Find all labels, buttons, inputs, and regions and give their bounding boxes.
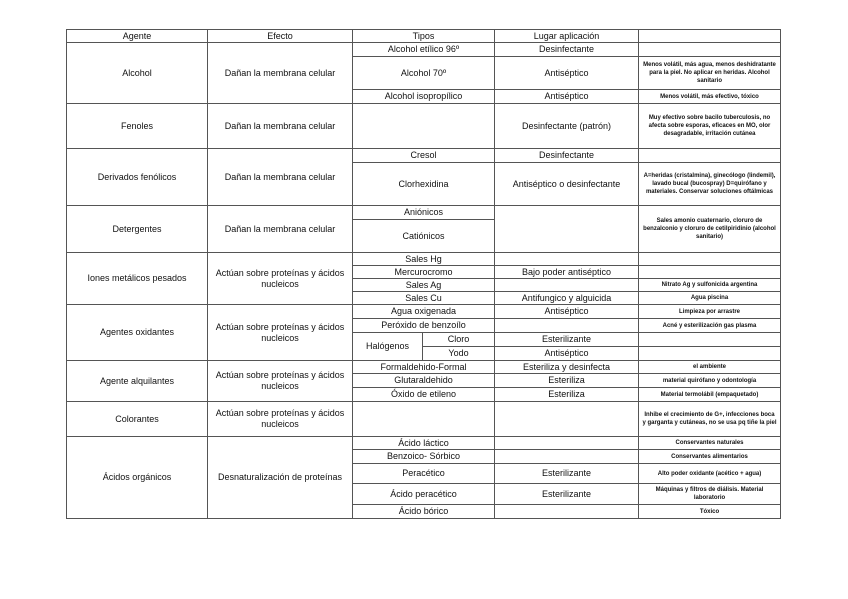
agente-cell: Alcohol bbox=[67, 43, 208, 104]
nota-cell: el ambiente bbox=[639, 361, 781, 374]
nota-cell: Material termolábil (empaquetado) bbox=[639, 388, 781, 402]
nota-cell bbox=[639, 333, 781, 347]
tipo-cell: Glutaraldehido bbox=[353, 374, 495, 388]
nota-cell: Nitrato Ag y sulfonicida argentina bbox=[639, 279, 781, 292]
nota-cell: Agua piscina bbox=[639, 292, 781, 305]
nota-cell: Conservantes naturales bbox=[639, 437, 781, 450]
table-row bbox=[67, 43, 781, 57]
tipo-cell: Formaldehido-Formal bbox=[353, 361, 495, 374]
tipo-cell: Catiónicos bbox=[353, 220, 495, 253]
efecto-cell: Actúan sobre proteínas y ácidos nucleicos bbox=[208, 253, 353, 305]
lugar-cell: Desinfectante bbox=[495, 43, 639, 57]
nota-cell: Menos volátil, más agua, menos deshidratante para la piel. No aplicar en heridas. Alcohol sanitario bbox=[639, 57, 781, 90]
nota-cell bbox=[639, 253, 781, 266]
agente-cell: Ácidos orgánicos bbox=[67, 437, 208, 519]
table-row bbox=[67, 402, 781, 437]
header-agente: Agente bbox=[67, 30, 208, 43]
lugar-cell: Antifungico y alguicida bbox=[495, 292, 639, 305]
lugar-cell: Esterilizante bbox=[495, 484, 639, 505]
tipo-cell: Agua oxigenada bbox=[353, 305, 495, 319]
table-row bbox=[67, 104, 781, 149]
halogenos-cell: Halógenos bbox=[353, 333, 423, 361]
lugar-cell bbox=[495, 253, 639, 266]
efecto-cell: Dañan la membrana celular bbox=[208, 104, 353, 149]
lugar-cell: Esterilizante bbox=[495, 333, 639, 347]
lugar-cell bbox=[495, 450, 639, 464]
nota-cell: Acné y esterilización gas plasma bbox=[639, 319, 781, 333]
header-row bbox=[67, 30, 781, 43]
tipo-cell bbox=[353, 402, 495, 437]
lugar-cell: Antiséptico bbox=[495, 305, 639, 319]
table-row bbox=[67, 437, 781, 450]
tipo-cell: Ácido bórico bbox=[353, 505, 495, 519]
lugar-cell bbox=[495, 206, 639, 253]
lugar-cell bbox=[495, 402, 639, 437]
nota-cell: Muy efectivo sobre bacilo tuberculosis, no afecta sobre esporas, eficaces en MO, olor desagradable, irritación cutánea bbox=[639, 104, 781, 149]
nota-cell: material quirófano y odontología bbox=[639, 374, 781, 388]
lugar-cell: Esteriliza bbox=[495, 374, 639, 388]
lugar-cell: Antiséptico bbox=[495, 347, 639, 361]
lugar-cell: Antiséptico bbox=[495, 57, 639, 90]
table-row bbox=[67, 253, 781, 266]
lugar-cell: Desinfectante (patrón) bbox=[495, 104, 639, 149]
agente-cell: Agente alquilantes bbox=[67, 361, 208, 402]
tipo-cell: Yodo bbox=[423, 347, 495, 361]
table-row bbox=[67, 149, 781, 163]
tipo-cell: Alcohol 70º bbox=[353, 57, 495, 90]
agente-cell: Derivados fenólicos bbox=[67, 149, 208, 206]
table-row bbox=[67, 206, 781, 220]
tipo-cell: Cloro bbox=[423, 333, 495, 347]
nota-cell: A=heridas (cristalmina), ginecólogo (lindemil), lavado bucal (bucospray) D=quirófano y materiales. Conservar soluciones oftálmicas bbox=[639, 163, 781, 206]
lugar-cell: Antiséptico o desinfectante bbox=[495, 163, 639, 206]
efecto-cell: Dañan la membrana celular bbox=[208, 206, 353, 253]
lugar-cell: Bajo poder antiséptico bbox=[495, 266, 639, 279]
lugar-cell bbox=[495, 319, 639, 333]
nota-cell: Alto poder oxidante (acético + agua) bbox=[639, 464, 781, 484]
tipo-cell: Sales Hg bbox=[353, 253, 495, 266]
nota-cell: Inhibe el crecimiento de G+, infecciones boca y garganta y cutáneas, no se usa pq tiñe la piel bbox=[639, 402, 781, 437]
tipo-cell: Mercurocromo bbox=[353, 266, 495, 279]
agente-cell: Colorantes bbox=[67, 402, 208, 437]
nota-cell: Menos volátil, más efectivo, tóxico bbox=[639, 90, 781, 104]
header-tipos: Tipos bbox=[353, 30, 495, 43]
tipo-cell: Alcohol isopropílico bbox=[353, 90, 495, 104]
tipo-cell: Ácido peracético bbox=[353, 484, 495, 505]
efecto-cell: Dañan la membrana celular bbox=[208, 149, 353, 206]
tipo-cell: Alcohol etílico 96º bbox=[353, 43, 495, 57]
tipo-cell: Cresol bbox=[353, 149, 495, 163]
nota-cell: Limpieza por arrastre bbox=[639, 305, 781, 319]
lugar-cell bbox=[495, 279, 639, 292]
efecto-cell: Actúan sobre proteínas y ácidos nucleicos bbox=[208, 402, 353, 437]
tipo-cell: Sales Ag bbox=[353, 279, 495, 292]
tipo-cell: Óxido de etileno bbox=[353, 388, 495, 402]
nota-cell bbox=[639, 149, 781, 163]
efecto-cell: Desnaturalización de proteínas bbox=[208, 437, 353, 519]
tipo-cell: Ácido láctico bbox=[353, 437, 495, 450]
tipo-cell: Peróxido de benzoílo bbox=[353, 319, 495, 333]
table-row bbox=[67, 305, 781, 319]
table-row bbox=[67, 361, 781, 374]
nota-cell: Tóxico bbox=[639, 505, 781, 519]
lugar-cell bbox=[495, 437, 639, 450]
nota-cell bbox=[639, 347, 781, 361]
lugar-cell: Desinfectante bbox=[495, 149, 639, 163]
lugar-cell: Esterilizante bbox=[495, 464, 639, 484]
agente-cell: Fenoles bbox=[67, 104, 208, 149]
lugar-cell: Esteriliza y desinfecta bbox=[495, 361, 639, 374]
lugar-cell: Antiséptico bbox=[495, 90, 639, 104]
tipo-cell bbox=[353, 104, 495, 149]
nota-cell bbox=[639, 43, 781, 57]
tipo-cell: Clorhexidina bbox=[353, 163, 495, 206]
efecto-cell: Actúan sobre proteínas y ácidos nucleicos bbox=[208, 361, 353, 402]
lugar-cell bbox=[495, 505, 639, 519]
tipo-cell: Sales Cu bbox=[353, 292, 495, 305]
efecto-cell: Actúan sobre proteínas y ácidos nucleicos bbox=[208, 305, 353, 361]
lugar-cell: Esteriliza bbox=[495, 388, 639, 402]
efecto-cell: Dañan la membrana celular bbox=[208, 43, 353, 104]
agente-cell: Iones metálicos pesados bbox=[67, 253, 208, 305]
header-notas bbox=[639, 30, 781, 43]
agente-cell: Detergentes bbox=[67, 206, 208, 253]
tipo-cell: Benzoico- Sórbico bbox=[353, 450, 495, 464]
nota-cell: Conservantes alimentarios bbox=[639, 450, 781, 464]
nota-cell: Máquinas y filtros de diálisis. Material laboratorio bbox=[639, 484, 781, 505]
tipo-cell: Peracético bbox=[353, 464, 495, 484]
header-lugar: Lugar aplicación bbox=[495, 30, 639, 43]
nota-cell: Sales amonio cuaternario, cloruro de benzalconio y cloruro de cetilpiridinio (alcohol sanitario) bbox=[639, 206, 781, 253]
header-efecto: Efecto bbox=[208, 30, 353, 43]
disinfectants-table bbox=[66, 29, 781, 519]
tipo-cell: Aniónicos bbox=[353, 206, 495, 220]
nota-cell bbox=[639, 266, 781, 279]
agente-cell: Agentes oxidantes bbox=[67, 305, 208, 361]
